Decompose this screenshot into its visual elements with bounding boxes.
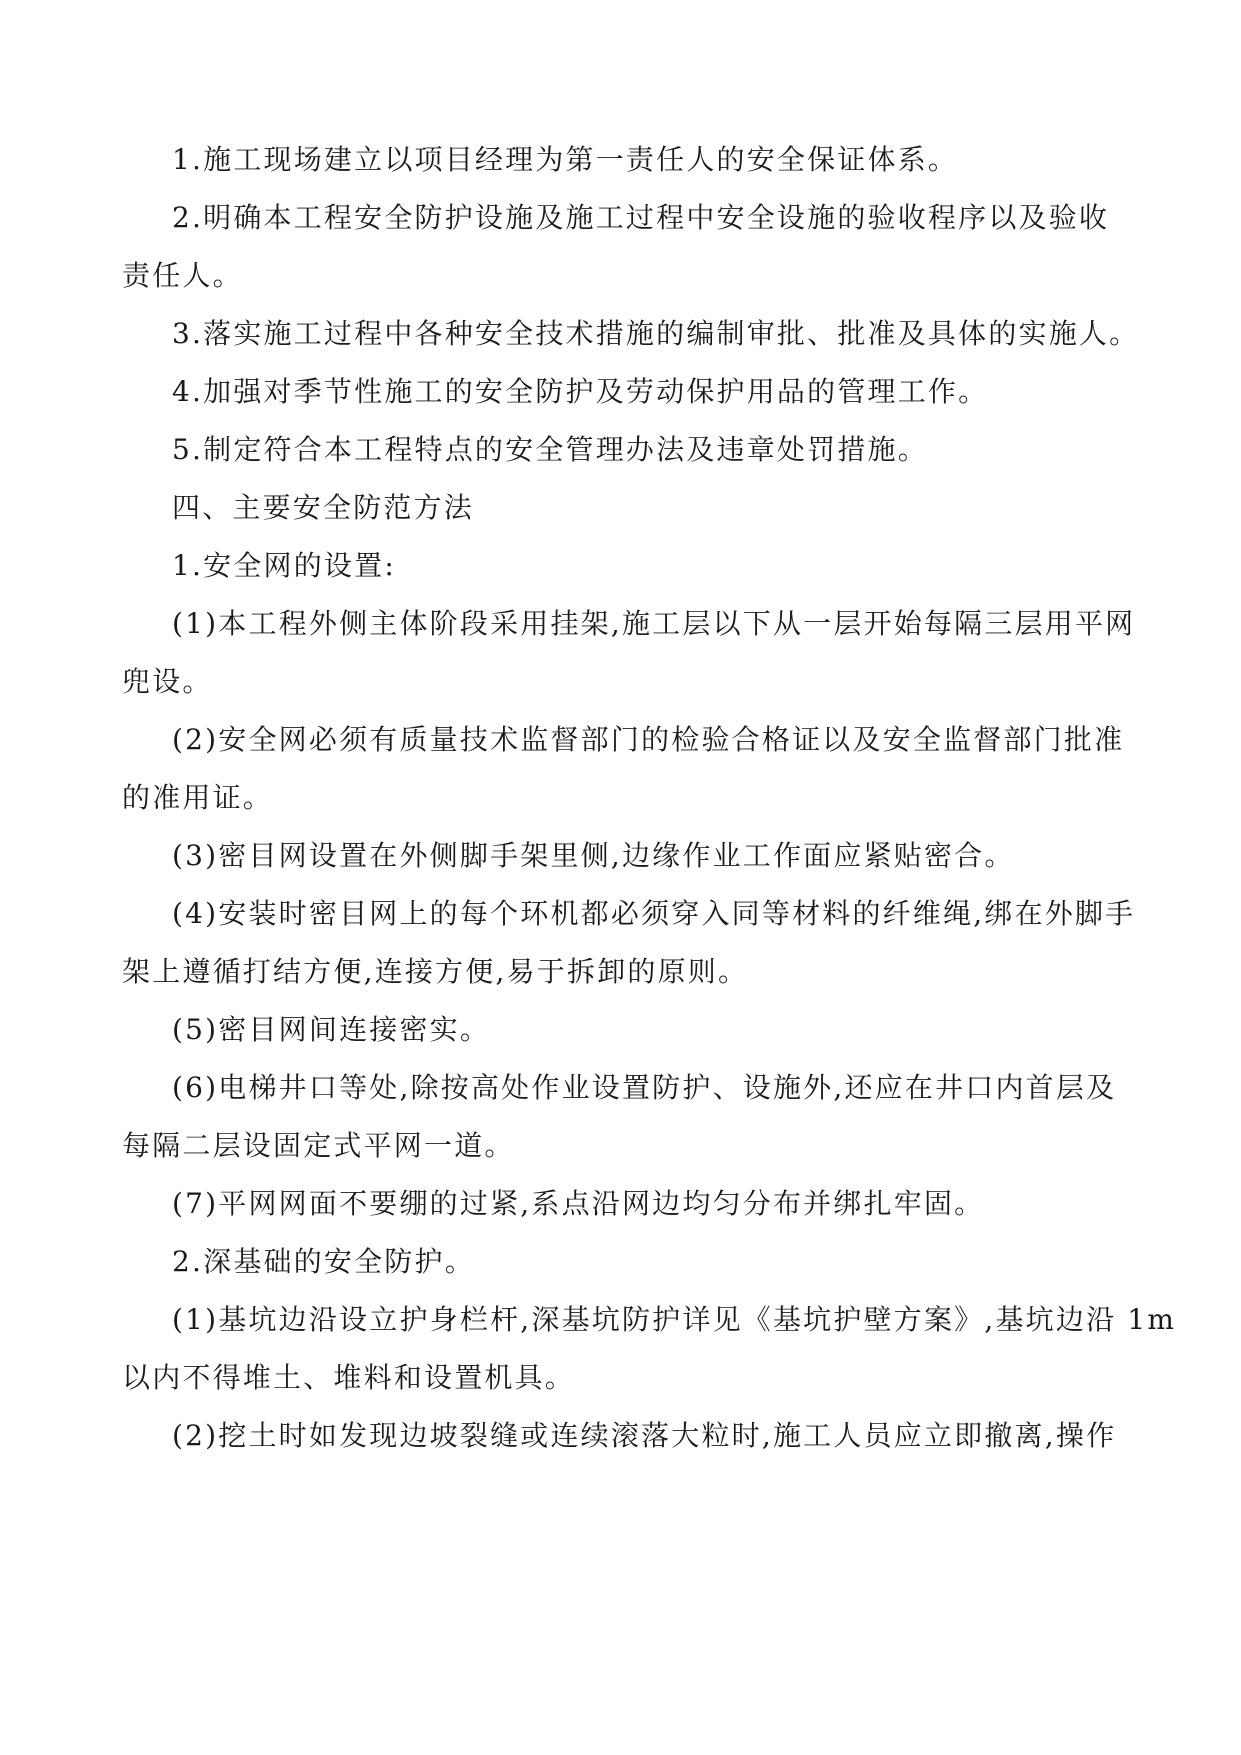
- text-line-2: 2.明确本工程安全防护设施及施工过程中安全设施的验收程序以及验收: [172, 201, 1110, 234]
- text-line-17: (6)电梯井口等处,除按高处作业设置防护、设施外,还应在井口内首层及: [172, 1071, 1117, 1104]
- text-line-3: 责任人。: [122, 259, 243, 292]
- text-line-23: (2)挖土时如发现边坡裂缝或连续滚落大粒时,施工人员应立即撤离,操作: [172, 1419, 1117, 1452]
- text-line-15: 架上遵循打结方便,连接方便,易于拆卸的原则。: [122, 955, 749, 988]
- text-line-6: 5.制定符合本工程特点的安全管理办法及违章处罚措施。: [172, 433, 928, 466]
- section-heading: 四、主要安全防范方法: [172, 491, 475, 524]
- text-line-10: 兜设。: [122, 665, 213, 698]
- text-line-11: (2)安全网必须有质量技术监督部门的检验合格证以及安全监督部门批准: [172, 723, 1125, 756]
- text-line-19: (7)平网网面不要绷的过紧,系点沿网边均匀分布并绑扎牢固。: [172, 1187, 985, 1220]
- text-line-22: 以内不得堆土、堆料和设置机具。: [122, 1361, 576, 1394]
- text-line-18: 每隔二层设固定式平网一道。: [122, 1129, 515, 1162]
- text-line-4: 3.落实施工过程中各种安全技术措施的编制审批、批准及具体的实施人。: [172, 317, 1140, 350]
- text-line-21: (1)基坑边沿设立护身栏杆,深基坑防护详见《基坑护壁方案》,基坑边沿 1m: [172, 1303, 1177, 1336]
- text-line-13: (3)密目网设置在外侧脚手架里侧,边缘作业工作面应紧贴密合。: [172, 839, 1015, 872]
- text-line-9: (1)本工程外侧主体阶段采用挂架,施工层以下从一层开始每隔三层用平网: [172, 607, 1136, 640]
- text-line-12: 的准用证。: [122, 781, 274, 814]
- text-line-8: 1.安全网的设置:: [172, 549, 396, 582]
- text-line-14: (4)安装时密目网上的每个环机都必须穿入同等材料的纤维绳,绑在外脚手: [172, 897, 1136, 930]
- text-line-1: 1.施工现场建立以项目经理为第一责任人的安全保证体系。: [172, 143, 959, 176]
- text-line-16: (5)密目网间连接密实。: [172, 1013, 491, 1046]
- text-line-5: 4.加强对季节性施工的安全防护及劳动保护用品的管理工作。: [172, 375, 989, 408]
- text-line-20: 2.深基础的安全防护。: [172, 1245, 475, 1278]
